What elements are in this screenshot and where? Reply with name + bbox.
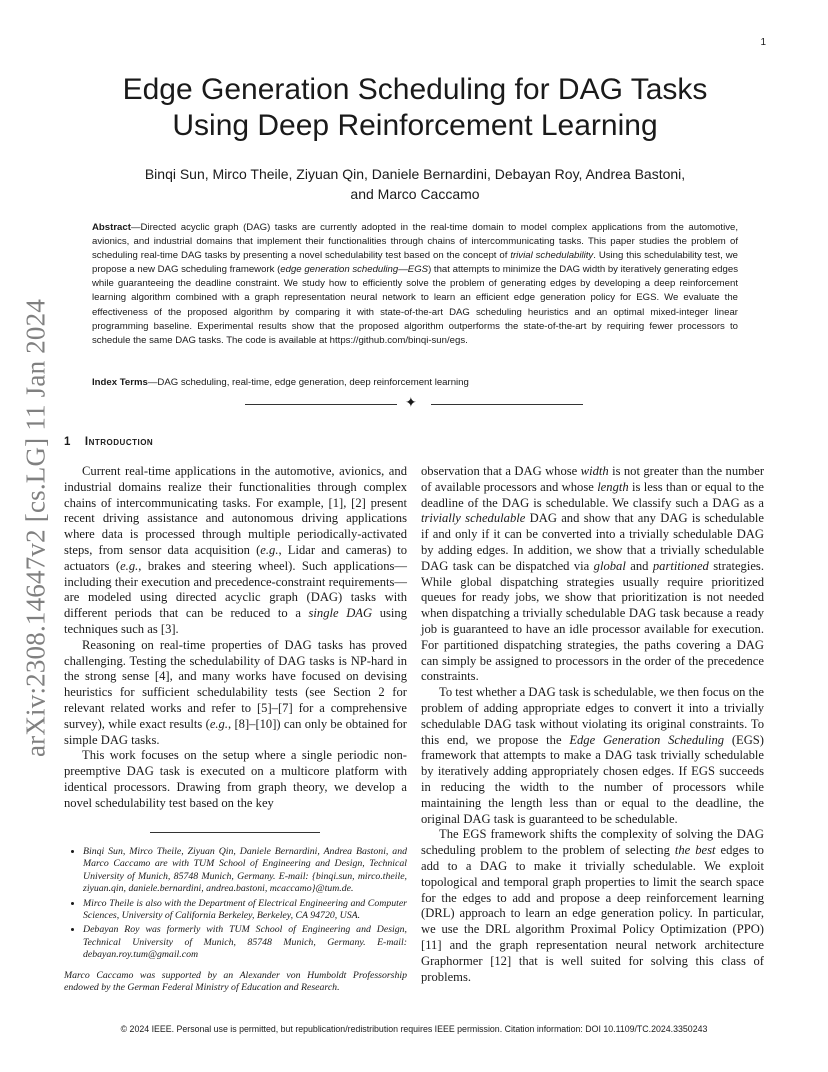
- abstract-emph-1: trivial schedulability: [510, 250, 594, 262]
- text-run: , [8]–[10]) can only be obtained for simple DAG tasks.: [64, 716, 408, 747]
- text-run: DAG and show that any DAG is schedulable if and only if it can be converted into a trivially schedulable DAG by adding edges. In addition, we show that a trivially schedulable DAG task can be dispatched via: [421, 511, 764, 573]
- page-number: 1: [760, 37, 766, 48]
- intro-paragraph-5: [421, 685, 764, 827]
- abstract-text-2: . Using this schedulability test, we propose a new DAG scheduling framework (: [92, 250, 738, 276]
- intro-paragraph-3: This work focuses on the setup where a single periodic non-preemptive DAG task is executed on a multicore platform with identical processors. Drawing from graph theory, we develop a novel schedulability test based on the key: [64, 748, 407, 810]
- footnote-rule: [150, 832, 320, 833]
- text-emph: partitioned: [652, 558, 709, 573]
- intro-paragraph-2: [64, 638, 407, 749]
- intro-paragraph-4: [421, 464, 764, 685]
- section-divider: [245, 395, 583, 411]
- authors-line-1: Binqi Sun, Mirco Theile, Ziyuan Qin, Daniele Bernardini, Debayan Roy, Andrea Bastoni,: [144, 166, 686, 182]
- divider-star-icon: ✦: [405, 395, 417, 411]
- text-emph: global: [593, 558, 626, 573]
- text-run: using techniques such as [3].: [64, 606, 407, 636]
- arxiv-stamp: [18, 290, 54, 765]
- abstract-label: Abstract: [92, 222, 131, 233]
- divider-line-left: [245, 404, 397, 405]
- author-list: [70, 164, 760, 204]
- footnote-funding: Marco Caccamo was supported by an Alexander von Humboldt Professorship endowed by the German Federal Ministry of Education and Research.: [64, 969, 407, 994]
- section-title: Introduction: [84, 436, 154, 448]
- text-emph: trivially schedulable: [421, 511, 526, 526]
- title-line-2: Using Deep Reinforcement Learning: [172, 109, 658, 142]
- text-run: The EGS framework shifts the complexity of solving the DAG scheduling problem to the problem of selecting: [421, 827, 764, 858]
- text-emph: single DAG: [308, 606, 373, 621]
- text-run: and: [625, 558, 653, 573]
- text-run: , brakes and steering wheel). Such applications—including their execution and precedence-constraint requirements—are modeled using directed acyclic graph (DAG) tasks with different periods that can be reduced to a: [64, 558, 407, 621]
- intro-paragraph-6: [421, 827, 764, 985]
- text-run: Current real-time applications in the automotive, avionics, and industrial domains realize their functionalities through complex chains of intercommunicating tasks. For example, [1], [2] present recent driving assistance and autonomous driving applications where data is processed through multiple periodically-activated steps, from sensor data acquisition (: [64, 464, 407, 557]
- text-emph: the best: [674, 843, 716, 858]
- text-run: , Lidar and cameras) to actuators (: [64, 542, 408, 573]
- text-run: Reasoning on real-time properties of DAG tasks has proved challenging. Testing the schedulability of DAG tasks is NP-hard in the strong sense [4], and many works have focused on devising heuristics for sufficient schedulability tests (see Section 2 for relevant related works and refer to [5]–[7] for a comprehensive survey), while exact results (: [64, 637, 407, 731]
- text-emph: width: [580, 464, 609, 478]
- text-run: observation that a DAG whose: [421, 464, 581, 478]
- abstract-text-1: —Directed acyclic graph (DAG) tasks are currently adopted in the real-time domain to model complex applications from the automotive, avionics, and industrial domains that implement their functionalities through chains of intercommunicating tasks. This paper studies the problem of scheduling real-time DAG tasks by presenting a novel schedulability test based on the concept of: [92, 222, 738, 262]
- text-emph: e.g.: [120, 558, 139, 573]
- index-terms-text: —DAG scheduling, real-time, edge generation, deep reinforcement learning: [147, 377, 469, 388]
- footnote-affiliation-1: • Binqi Sun, Mirco Theile, Ziyuan Qin, Daniele Bernardini, Andrea Bastoni, and Marco Caccamo are with TUM School of Engineering and Design, Technical University of Munich, 85748 Munich, Germany. E-mail: {binqi.sun, mirco.theile, ziyuan.qin, daniele.bernardini, andrea.bastoni, mcaccamo}@tum.de.: [83, 846, 407, 896]
- text-run: strategies. While global dispatching strategies usually require prioritized queues for ready jobs, we show that prioritization is not needed when dispatching a trivially schedulable DAG task because a ready job is guaranteed to have an idle processor available for execution. For partitioned dispatching strategies, the paths covering a DAG can simply be assigned to processors in the order of the precedence constraints.: [421, 558, 764, 684]
- text-emph: length: [597, 479, 629, 494]
- text-run: is not greater than the number of available processors and whose: [421, 464, 765, 494]
- left-column: [64, 464, 407, 812]
- paper-title: [60, 72, 770, 144]
- text-emph: e.g.: [260, 542, 279, 557]
- footnote-affiliation-3: • Debayan Roy was formerly with TUM School of Engineering and Design, Technical University of Munich, 85748 Munich, Germany. E-mail: debayan.roy.tum@gmail.com: [83, 924, 407, 961]
- divider-line-right: [431, 404, 583, 405]
- arxiv-stamp-text: arXiv:2308.14647v2 [cs.LG] 11 Jan 2024: [20, 298, 51, 757]
- section-number: 1: [64, 436, 71, 448]
- footnote-affiliation-2: • Mirco Theile is also with the Department of Electrical Engineering and Computer Sciences, University of California Berkeley, Berkeley, CA 94720, USA.: [83, 898, 407, 923]
- right-column: [421, 464, 764, 985]
- abstract-text-3: ) that attempts to minimize the DAG width by iteratively generating edges while guaranteeing the deadline constraint. We study how to efficiently solve the problem of generating edges by developing a deep reinforcement learning algorithm combined with a graph representation neural network to learn an efficient edge generation policy for EGS. We evaluate the effectiveness of the proposed algorithm by comparing it with state-of-the-art DAG scheduling heuristics and an optimal mixed-integer linear programming baseline. Experimental results show that the proposed algorithm outperforms the state-of-the-art by requiring fewer processors to schedule the same DAG tasks. The code is available at https://github.com/binqi-sun/egs.: [92, 264, 738, 346]
- text-run: To test whether a DAG task is schedulable, we then focus on the problem of adding appropriate edges to convert it into a trivially schedulable DAG task without violating its original constraints. To this end, we propose the: [421, 685, 764, 747]
- text-run: edges to add to a DAG to make it trivially schedulable. We exploit topological and temporal graph properties to limit the search space for the edges to add and propose a deep reinforcement learning (DRL) approach to learn an edge generation policy. In particular, we use the DRL algorithm Proximal Policy Optimization (PPO) [11] and the graph representation neural network architecture Graphormer [12] that is well suited for solving this class of problems.: [421, 843, 764, 984]
- text-run: is less than or equal to the deadline of the DAG is schedulable. We classify such a DAG as a: [421, 479, 764, 510]
- section-heading: [64, 436, 153, 448]
- text-run: (EGS) framework that attempts to make a DAG task trivially schedulable by iteratively adding appropriately chosen edges. If EGS succeeds in reducing the width to the number of processors while maintaining the length less than or equal to the deadline, the original DAG task is guaranteed to be schedulable.: [421, 732, 764, 826]
- title-line-1: Edge Generation Scheduling for DAG Tasks: [122, 73, 708, 106]
- abstract-emph-2: edge generation scheduling—EGS: [280, 264, 429, 276]
- abstract: [92, 221, 738, 348]
- index-terms: [92, 376, 738, 390]
- authors-line-2: and Marco Caccamo: [350, 186, 480, 202]
- index-terms-label: Index Terms: [92, 377, 148, 388]
- text-emph: e.g.: [209, 716, 228, 731]
- copyright-notice: © 2024 IEEE. Personal use is permitted, but republication/redistribution requires IEEE permission. Citation information: DOI 10.1109/TC.2024.3350243: [120, 1024, 708, 1034]
- text-emph: Edge Generation Scheduling: [569, 732, 725, 747]
- intro-paragraph-1: [64, 464, 407, 638]
- footnotes: [64, 846, 407, 994]
